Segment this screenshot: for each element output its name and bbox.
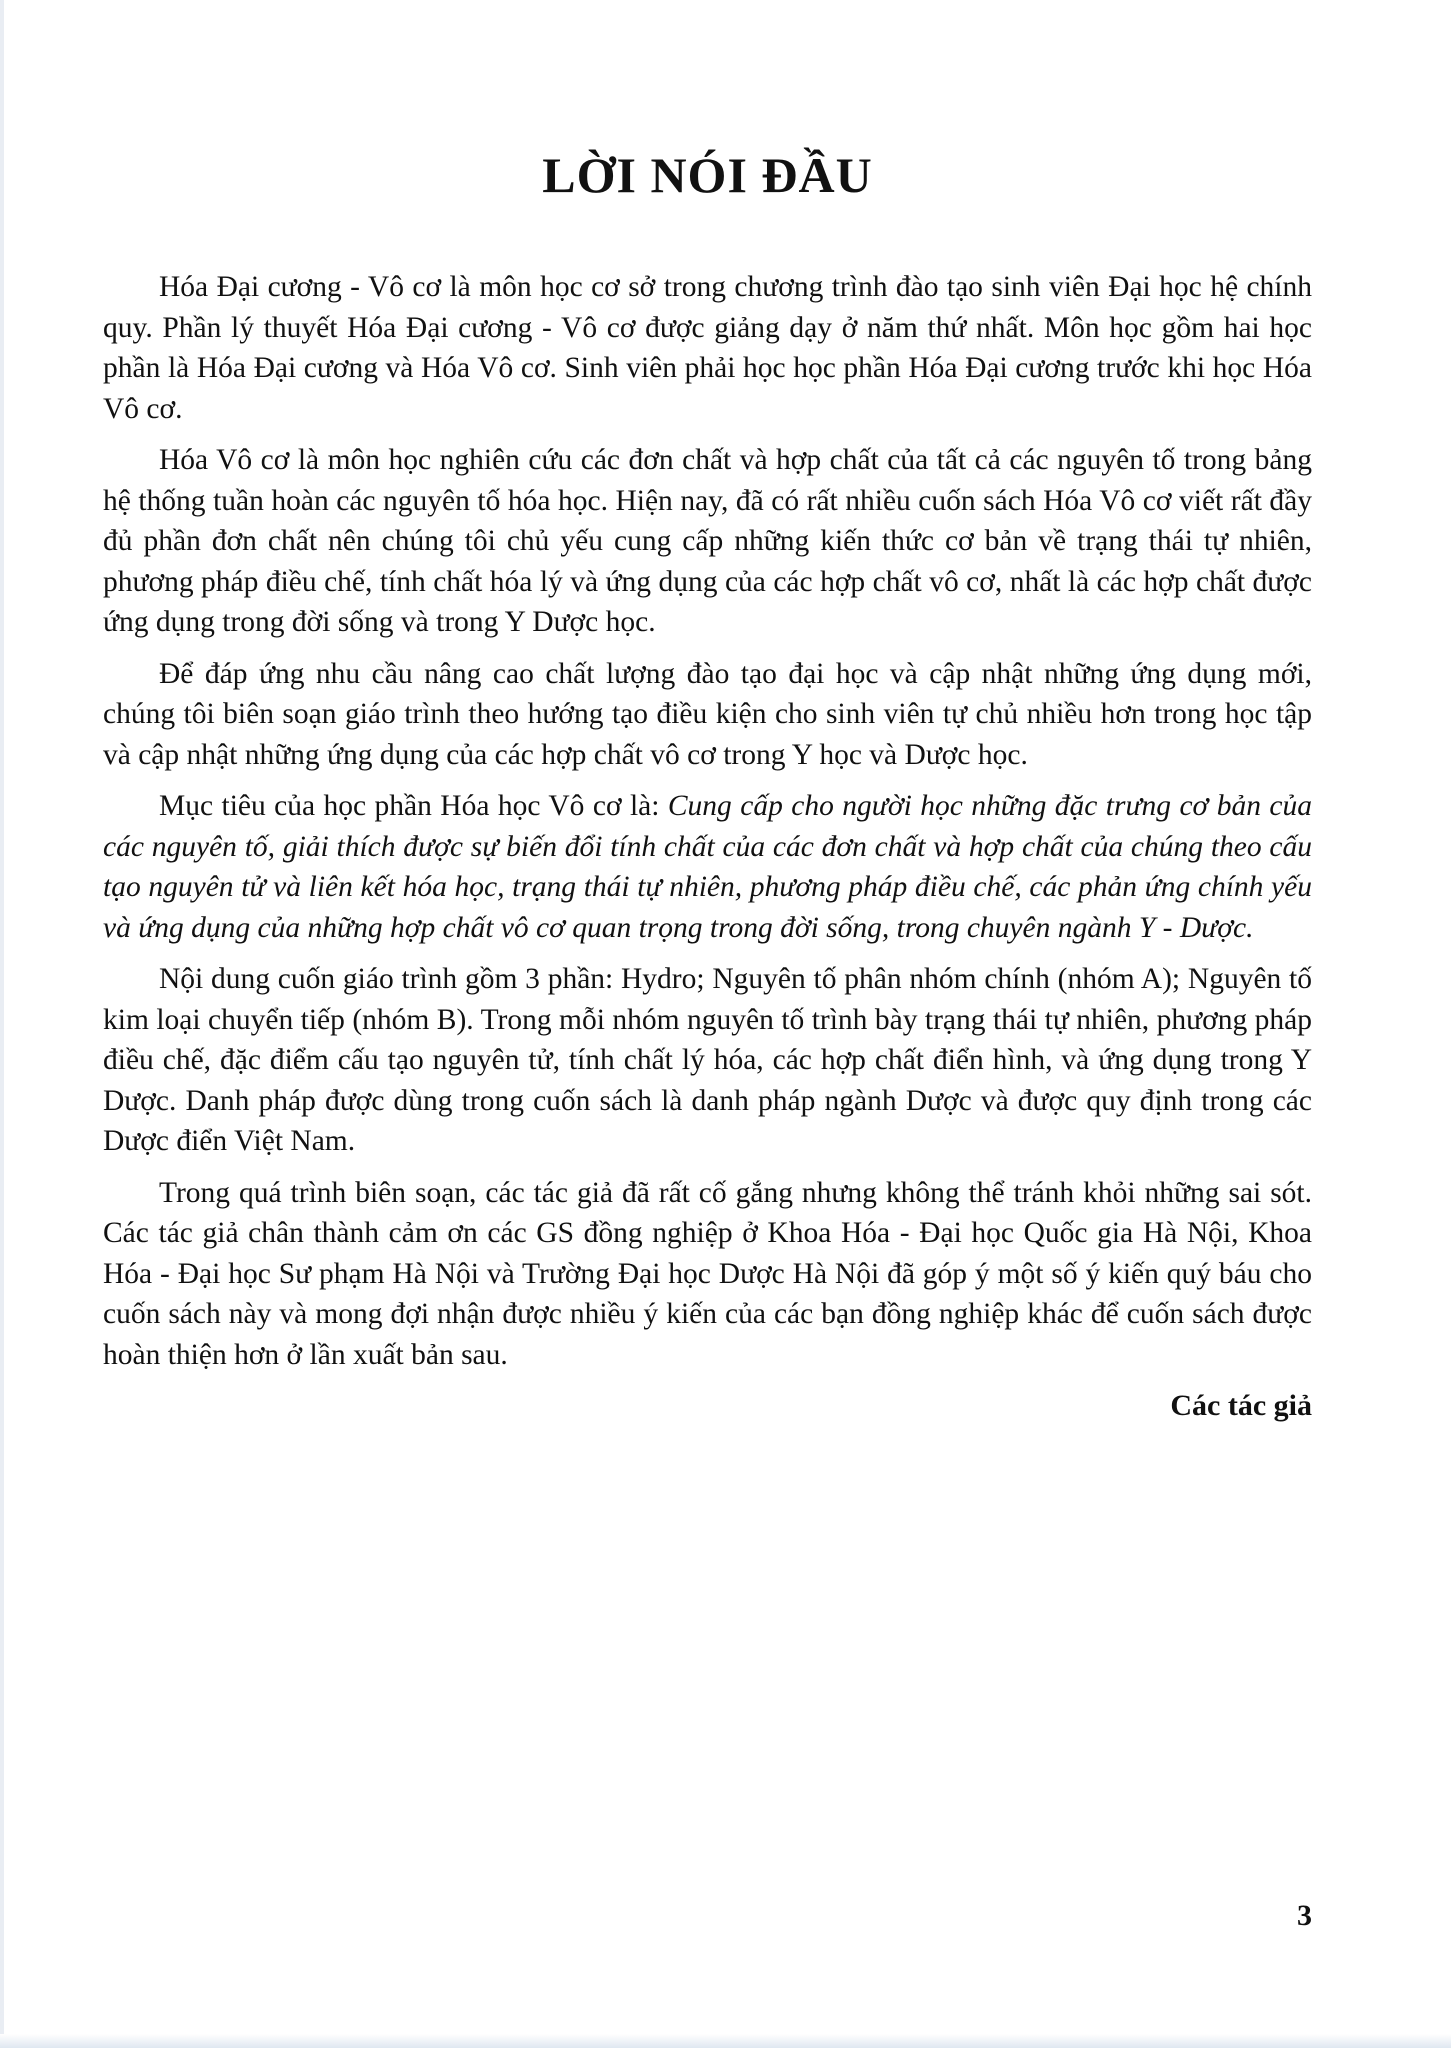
document-page <box>103 143 1312 1426</box>
paragraph-4-objective: Cung cấp cho người học những đặc trưng cơ bản của các nguyên tố, giải thích được sự biến đổi tính chất của các đơn chất và hợp chất của chúng theo cấu tạo nguyên tử và liên kết hóa học, trạng thái tự nhiên, phương pháp điều chế, các phản ứng chính yếu và ứng dụng của những hợp chất vô cơ quan trọng trong đời sống, trong chuyên ngành Y - Dược. <box>103 790 1312 944</box>
paragraph-2: Hóa Vô cơ là môn học nghiên cứu các đơn chất và hợp chất của tất cả các nguyên tố trong bảng hệ thống tuần hoàn các nguyên tố hóa học. Hiện nay, đã có rất nhiều cuốn sách Hóa Vô cơ viết rất đầy đủ phần đơn chất nên chúng tôi chủ yếu cung cấp những kiến thức cơ bản về trạng thái tự nhiên, phương pháp điều chế, tính chất hóa lý và ứng dụng của các hợp chất vô cơ, nhất là các hợp chất được ứng dụng trong đời sống và trong Y Dược học. <box>103 444 1312 638</box>
page-title: LỜI NÓI ĐẦU <box>542 147 873 203</box>
paragraph-4 <box>103 786 1312 948</box>
paragraph-6: Trong quá trình biên soạn, các tác giả đã rất cố gắng nhưng không thể tránh khỏi những sai sót. Các tác giả chân thành cảm ơn các GS đồng nghiệp ở Khoa Hóa - Đại học Quốc gia Hà Nội, Khoa Hóa - Đại học Sư phạm Hà Nội và Trường Đại học Dược Hà Nội đã góp ý một số ý kiến quý báu cho cuốn sách này và mong đợi nhận được nhiều ý kiến của các bạn đồng nghiệp khác để cuốn sách được hoàn thiện hơn ở lần xuất bản sau. <box>103 1176 1312 1371</box>
page-number: 3 <box>1297 1899 1312 1932</box>
paragraph-5: Nội dung cuốn giáo trình gồm 3 phần: Hydro; Nguyên tố phân nhóm chính (nhóm A); Nguyên tố kim loại chuyển tiếp (nhóm B). Trong mỗi nhóm nguyên tố trình bày trạng thái tự nhiên, phương pháp điều chế, đặc điểm cấu tạo nguyên tử, tính chất lý hóa, các hợp chất điển hình, và ứng dụng trong Y Dược. Danh pháp được dùng trong cuốn sách là danh pháp ngành Dược và được quy định trong các Dược điển Việt Nam. <box>103 963 1312 1157</box>
paragraph-1: Hóa Đại cương - Vô cơ là môn học cơ sở trong chương trình đào tạo sinh viên Đại học hệ chính quy. Phần lý thuyết Hóa Đại cương - Vô cơ được giảng dạy ở năm thứ nhất. Môn học gồm hai học phần là Hóa Đại cương và Hóa Vô cơ. Sinh viên phải học học phần Hóa Đại cương trước khi học Hóa Vô cơ. <box>103 271 1312 425</box>
paragraph-4-lead: Mục tiêu của học phần Hóa học Vô cơ là: <box>159 790 668 822</box>
page-edge <box>0 0 4 2048</box>
signature: Các tác giả <box>1170 1389 1312 1422</box>
page-edge <box>0 2034 1451 2048</box>
paragraph-3: Để đáp ứng nhu cầu nâng cao chất lượng đào tạo đại học và cập nhật những ứng dụng mới, chúng tôi biên soạn giáo trình theo hướng tạo điều kiện cho sinh viên tự chủ nhiều hơn trong học tập và cập nhật những ứng dụng của các hợp chất vô cơ trong Y học và Dược học. <box>103 657 1312 771</box>
